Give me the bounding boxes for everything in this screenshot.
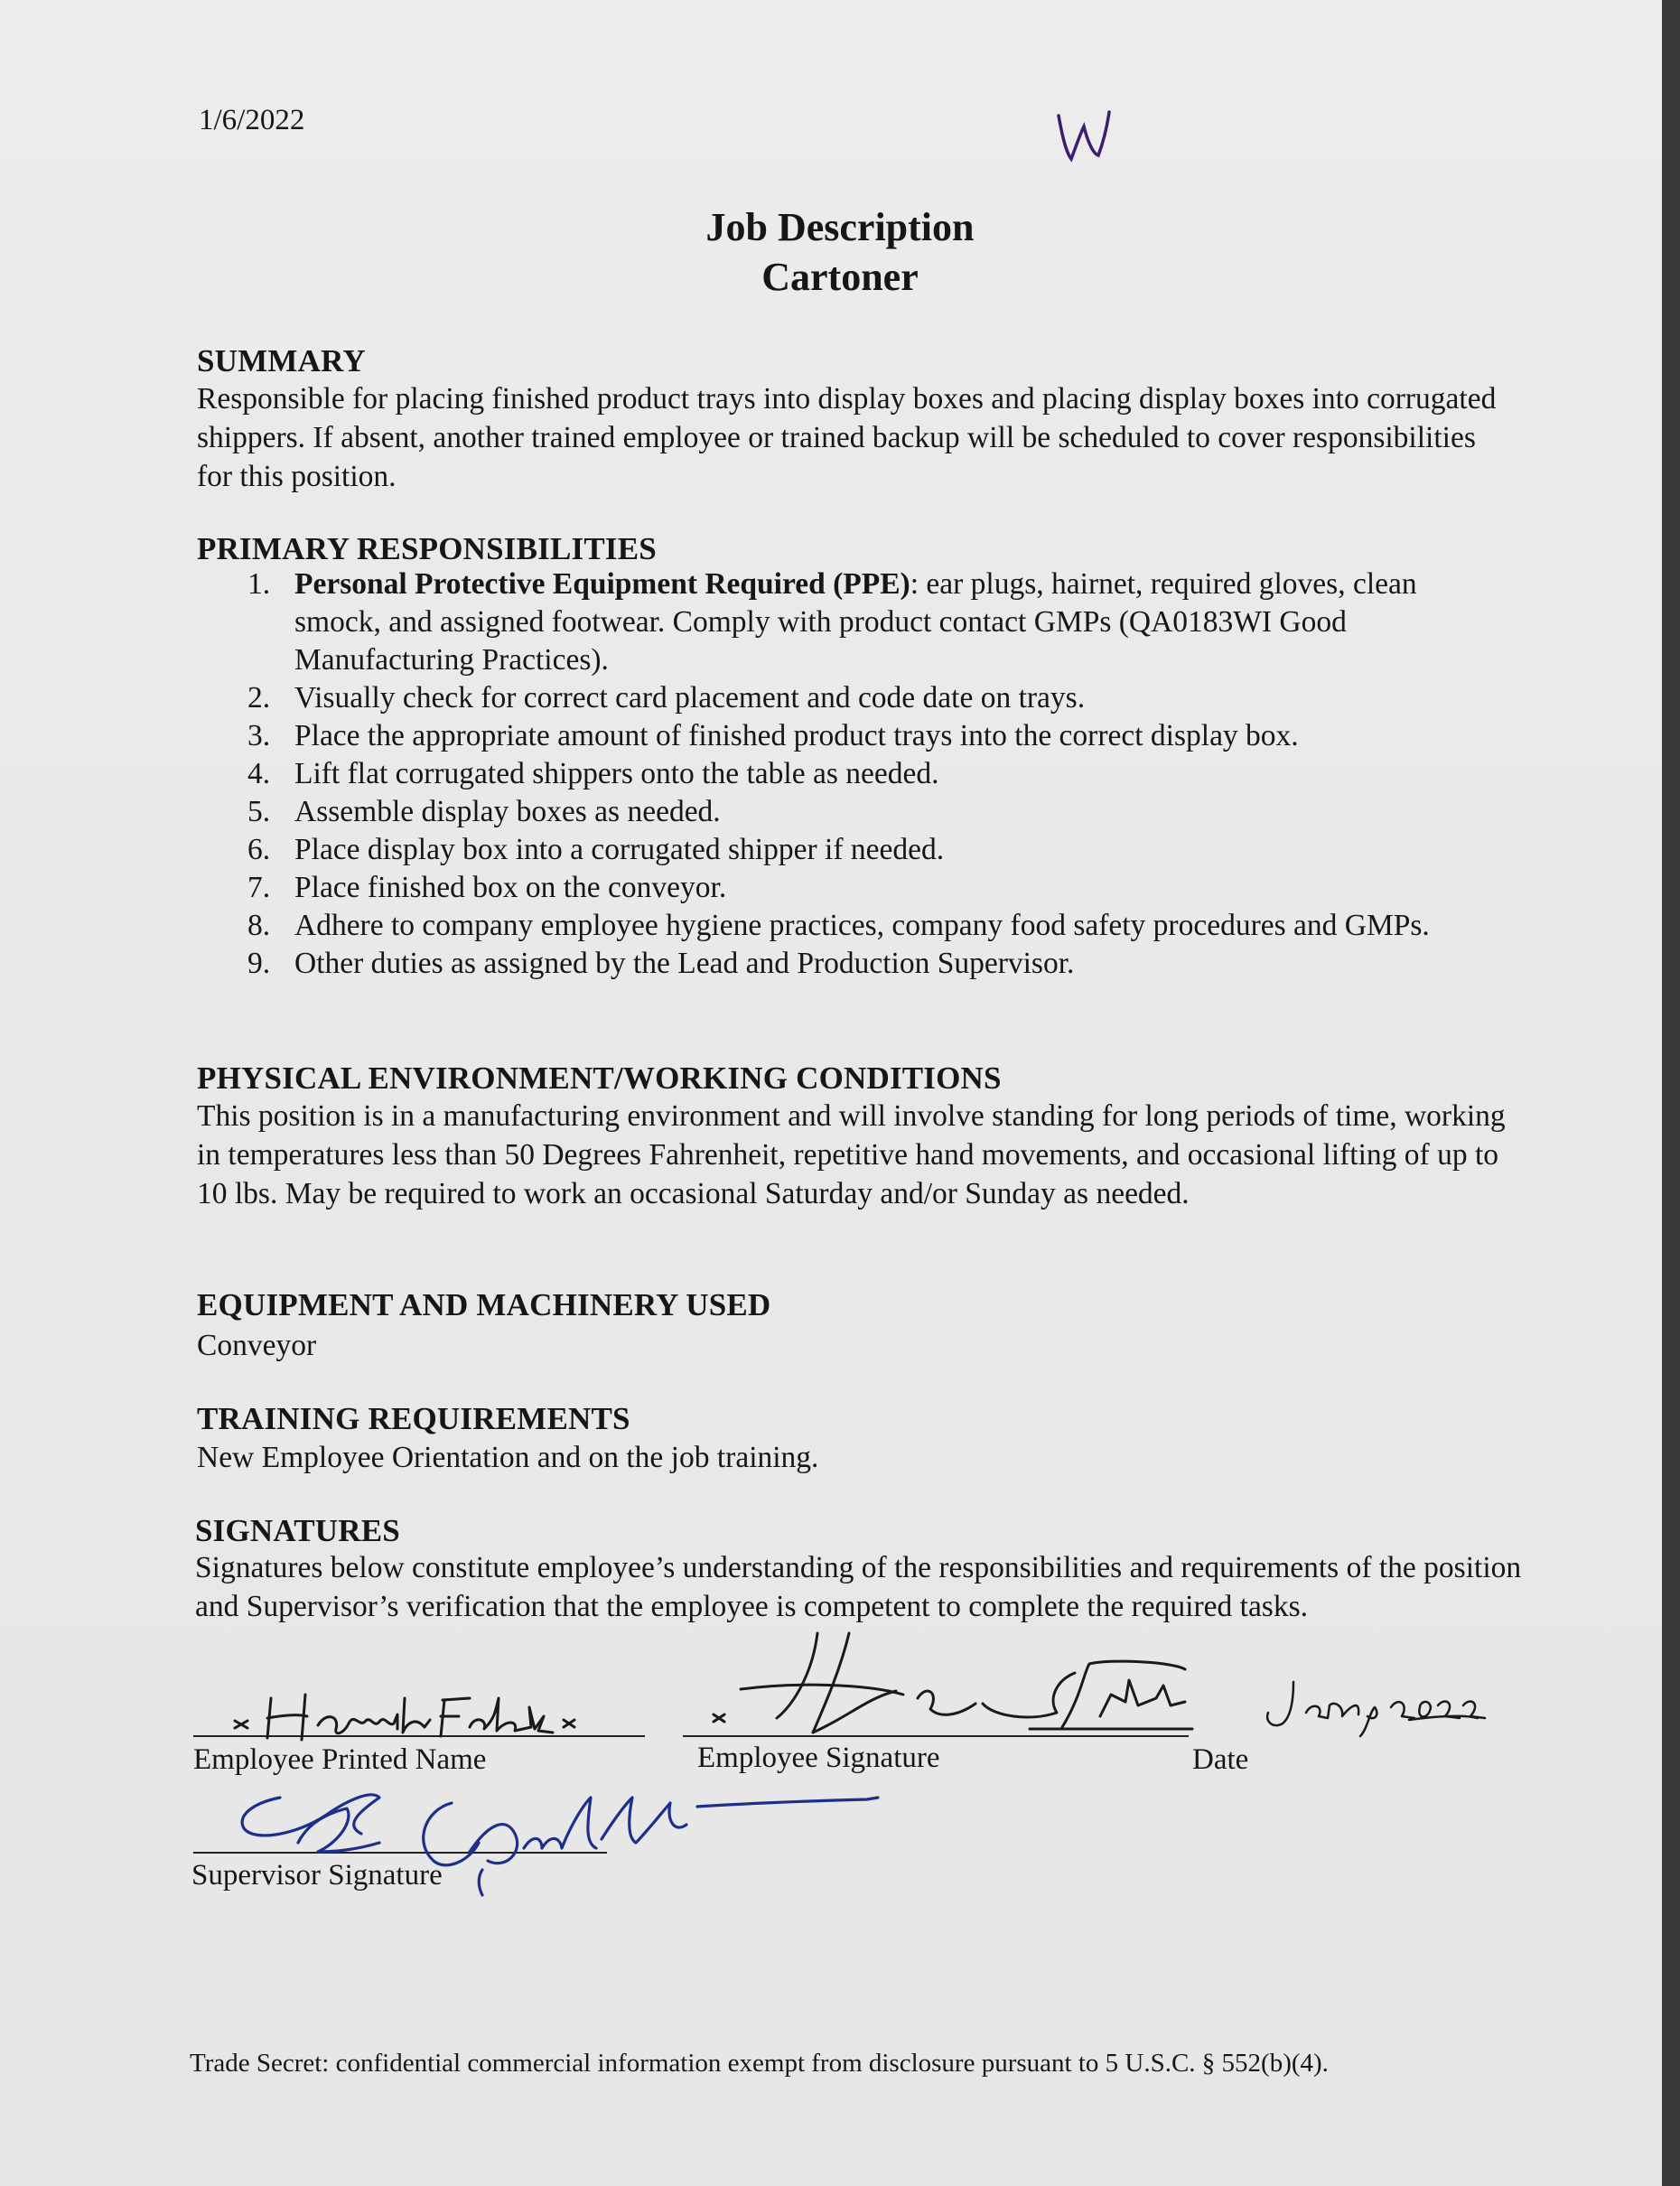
employee-printed-name-label: Employee Printed Name xyxy=(193,1743,487,1776)
list-item: 9. Other duties as assigned by the Lead and Production Supervisor. xyxy=(247,947,1075,980)
training-text: New Employee Orientation and on the job training. xyxy=(197,1441,819,1474)
document-title: Job Description xyxy=(705,205,975,249)
equipment-text: Conveyor xyxy=(197,1329,317,1362)
list-item: 1. Personal Protective Equipment Required (PPE): ear plugs, hairnet, required gloves, clean smock, and assigned footwear. Comply with product contact GMPs (QA0183WI Good Manufacturing Practices). xyxy=(247,567,1417,677)
document-date: 1/6/2022 xyxy=(199,104,305,136)
supervisor-signature-label: Supervisor Signature xyxy=(191,1859,443,1892)
handwritten-date xyxy=(1267,1682,1485,1736)
training-heading: TRAINING REQUIREMENTS xyxy=(197,1401,630,1436)
date-label: Date xyxy=(1192,1743,1249,1776)
supervisor-signature xyxy=(242,1795,878,1895)
signatures-text: Signatures below constitute employee’s understanding of the responsibilities and requirements of the position and Supervisor’s verification that the employee is competent to complete the required tasks. xyxy=(195,1551,1522,1623)
list-item: 3. Place the appropriate amount of finished product trays into the correct display box. xyxy=(247,719,1299,752)
equipment-heading: EQUIPMENT AND MACHINERY USED xyxy=(197,1287,771,1322)
ppe-label: Personal Protective Equipment Required (PPE) xyxy=(294,567,910,601)
list-item: 2. Visually check for correct card placement and code date on trays. xyxy=(247,681,1086,715)
environment-text: This position is in a manufacturing environment and will involve standing for long periods of time, working in temperatures less than 50 Degrees Fahrenheit, repetitive hand movements, and occasional lifting of up to 10 lbs. May be required to work an occasional Saturday and/or Sunday as needed. xyxy=(197,1099,1506,1210)
responsibilities-heading: PRIMARY RESPONSIBILITIES xyxy=(197,531,657,566)
employee-signature xyxy=(714,1633,1192,1733)
summary-heading: SUMMARY xyxy=(197,343,366,378)
signatures-heading: SIGNATURES xyxy=(195,1513,400,1548)
summary-text: Responsible for placing finished product trays into display boxes and placing display boxes into corrugated shippers. If absent, another trained employee or trained backup will be scheduled to cover responsibilities for this position. xyxy=(197,382,1497,493)
document-subtitle: Cartoner xyxy=(761,255,919,299)
list-item: 8. Adhere to company employee hygiene practices, company food safety procedures and GMPs. xyxy=(247,909,1430,942)
handwritten-printed-name xyxy=(235,1695,574,1740)
list-item: 5. Assemble display boxes as needed. xyxy=(247,795,721,828)
list-item: 7. Place finished box on the conveyor. xyxy=(247,871,727,904)
list-item: 6. Place display box into a corrugated shipper if needed. xyxy=(247,833,945,866)
footer-trade-secret: Trade Secret: confidential commercial information exempt from disclosure pursuant to 5 U.S.C. § 552(b)(4). xyxy=(190,2049,1329,2078)
environment-heading: PHYSICAL ENVIRONMENT/WORKING CONDITIONS xyxy=(197,1060,1002,1096)
list-item: 4. Lift flat corrugated shippers onto the table as needed. xyxy=(247,757,939,790)
employee-signature-label: Employee Signature xyxy=(697,1742,940,1774)
